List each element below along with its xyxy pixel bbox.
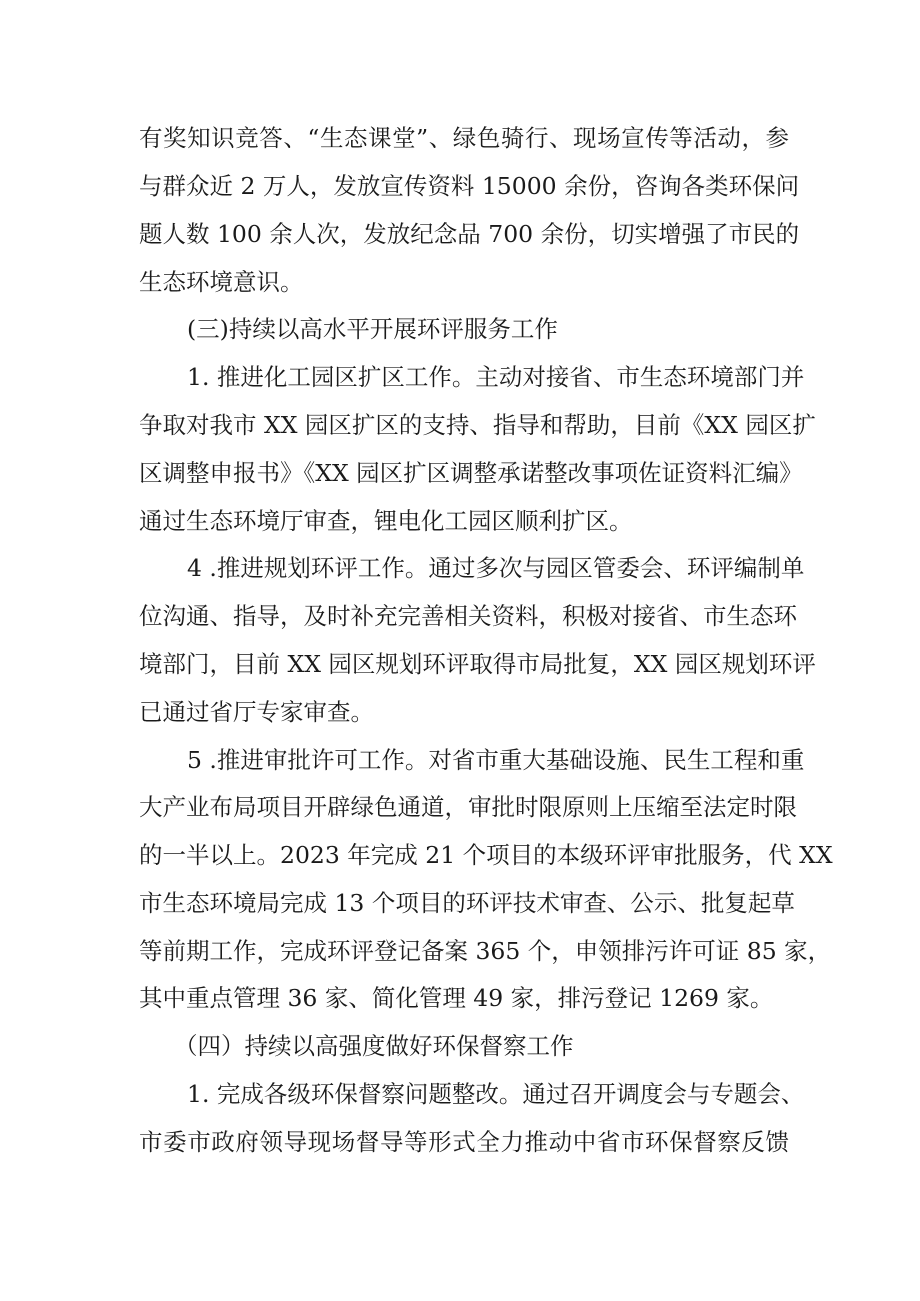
- paragraph-line: 有奖知识竞答、“生态课堂”、绿色骑行、现场宣传等活动，参: [139, 124, 789, 152]
- paragraph-line: 大产业布局项目开辟绿色通道，审批时限原则上压缩至法定时限: [139, 793, 797, 821]
- paragraph-line: 4 .推进规划环评工作。通过多次与园区管委会、环评编制单: [187, 554, 805, 582]
- paragraph-line: 生态环境意识。: [139, 268, 304, 296]
- paragraph-line: 市生态环境局完成 13 个项目的环评技术审查、公示、批复起草: [139, 889, 795, 917]
- paragraph-line: 1. 推进化工园区扩区工作。主动对接省、市生态环境部门并: [187, 363, 805, 391]
- paragraph-line: 境部门，目前 XX 园区规划环评取得市局批复，XX 园区规划环评: [139, 650, 816, 678]
- paragraph-line: 其中重点管理 36 家、简化管理 49 家，排污登记 1269 家。: [139, 984, 774, 1012]
- paragraph-line: 等前期工作，完成环评登记备案 365 个，申领排污许可证 85 家，: [139, 937, 832, 965]
- paragraph-line: 通过生态环境厅审查，锂电化工园区顺利扩区。: [139, 507, 633, 535]
- paragraph-line: 的一半以上。2023 年完成 21 个项目的本级环评审批服务，代 XX: [139, 841, 833, 869]
- paragraph-line: 1. 完成各级环保督察问题整改。通过召开调度会与专题会、: [187, 1080, 805, 1108]
- paragraph-line: 5 .推进审批许可工作。对省市重大基础设施、民生工程和重: [187, 746, 805, 774]
- paragraph-line: 已通过省厅专家审查。: [139, 698, 374, 726]
- section-heading: （四）持续以高强度做好环保督察工作: [174, 1032, 574, 1060]
- paragraph-line: 争取对我市 XX 园区扩区的支持、指导和帮助，目前《XX 园区扩: [139, 411, 816, 439]
- paragraph-line: 与群众近 2 万人，发放宣传资料 15000 余份，咨询各类环保问: [139, 172, 800, 200]
- section-heading: (三)持续以高水平开展环评服务工作: [187, 315, 558, 343]
- paragraph-line: 区调整申报书》《XX 园区扩区调整承诺整改事项佐证资料汇编》: [139, 459, 803, 487]
- paragraph-line: 题人数 100 余人次，发放纪念品 700 余份，切实增强了市民的: [139, 220, 800, 248]
- paragraph-line: 位沟通、指导，及时补充完善相关资料，积极对接省、市生态环: [139, 602, 797, 630]
- paragraph-line: 市委市政府领导现场督导等形式全力推动中省市环保督察反馈: [139, 1128, 789, 1156]
